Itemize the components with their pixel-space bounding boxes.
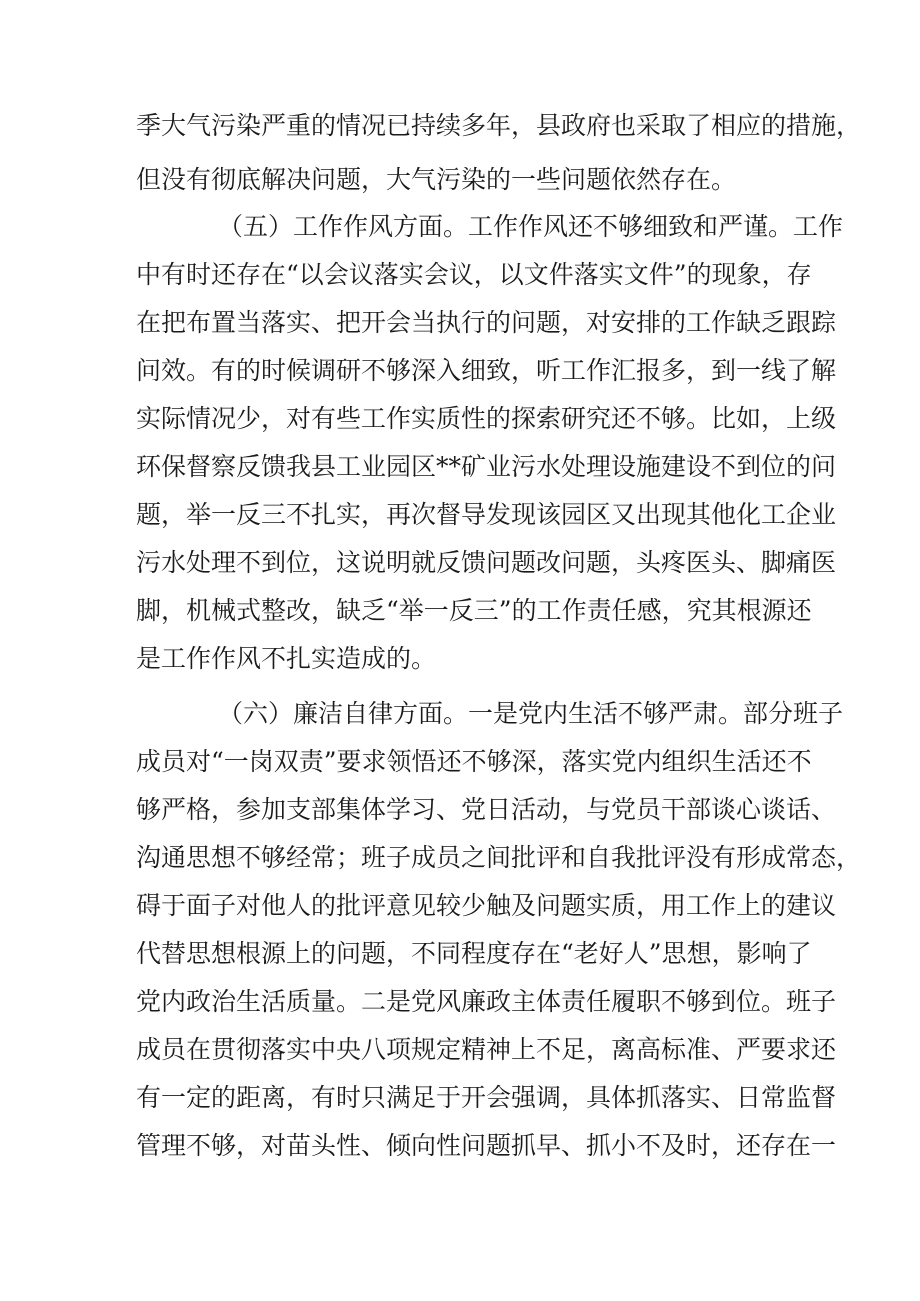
- paragraph-3-line-11: [136, 1174, 784, 1214]
- paragraph-1-line-1: 季大气污染严重的情况已持续多年，县政府也采取了相应的措施，: [136, 111, 862, 140]
- paragraph-2-line-3: 在把布置当落实、把开会当执行的问题，对安排的工作缺乏跟踪: [136, 308, 837, 337]
- paragraph-3-line-7: 党内政治生活质量。二是党风廉政主体责任履职不够到位。班子: [136, 987, 837, 1016]
- paragraph-2-line-6: 环保督察反馈我县工业园区**矿业污水处理设施建设不到位的问: [136, 452, 837, 481]
- paragraph-3-line-6: 代替思想根源上的问题，不同程度存在“老好人”思想，影响了: [136, 939, 812, 968]
- paragraph-2-line-10: 是工作作风不扎实造成的。: [136, 644, 437, 673]
- paragraph-2-line-4: 问效。有的时候调研不够深入细致，听工作汇报多，到一线了解: [136, 356, 837, 385]
- paragraph-3-line-8: 成员在贯彻落实中央八项规定精神上不足，离高标准、严要求还: [136, 1035, 837, 1064]
- paragraph-3-line-1: （六）廉洁自律方面。一是党内生活不够严肃。部分班子: [218, 699, 844, 728]
- paragraph-3-line-3: 够严格，参加支部集体学习、党日活动，与党员干部谈心谈话、: [136, 795, 837, 824]
- paragraph-2-line-5: 实际情况少，对有些工作实质性的探索研究还不够。比如，上级: [136, 404, 837, 433]
- paragraph-3-line-4: 沟通思想不够经常；班子成员之间批评和自我批评没有形成常态，: [136, 843, 862, 872]
- paragraph-3-line-10: 管理不够，对苗头性、倾向性问题抓早、抓小不及时，还存在一: [136, 1131, 837, 1160]
- paragraph-3-line-5: 碍于面子对他人的批评意见较少触及问题实质，用工作上的建议: [136, 891, 837, 920]
- paragraph-2-line-1: （五）工作作风方面。工作作风还不够细致和严谨。工作: [218, 212, 844, 241]
- paragraph-3-line-2: 成员对“一岗双责”要求领悟还不够深，落实党内组织生活还不: [136, 747, 812, 776]
- paragraph-1-line-2: 但没有彻底解决问题，大气污染的一些问题依然存在。: [136, 165, 737, 194]
- paragraph-2-line-8: 污水处理不到位，这说明就反馈问题改问题，头疼医头、脚痛医: [136, 548, 837, 577]
- paragraph-2-line-2: 中有时还存在“以会议落实会议，以文件落实文件”的现象，存: [136, 260, 812, 289]
- paragraph-2-line-7: 题，举一反三不扎实，再次督导发现该园区又出现其他化工企业: [136, 500, 837, 529]
- paragraph-3-line-9: 有一定的距离，有时只满足于开会强调，具体抓落实、日常监督: [136, 1083, 837, 1112]
- paragraph-2-line-9: 脚，机械式整改，缺乏“举一反三”的工作责任感，究其根源还: [136, 596, 812, 625]
